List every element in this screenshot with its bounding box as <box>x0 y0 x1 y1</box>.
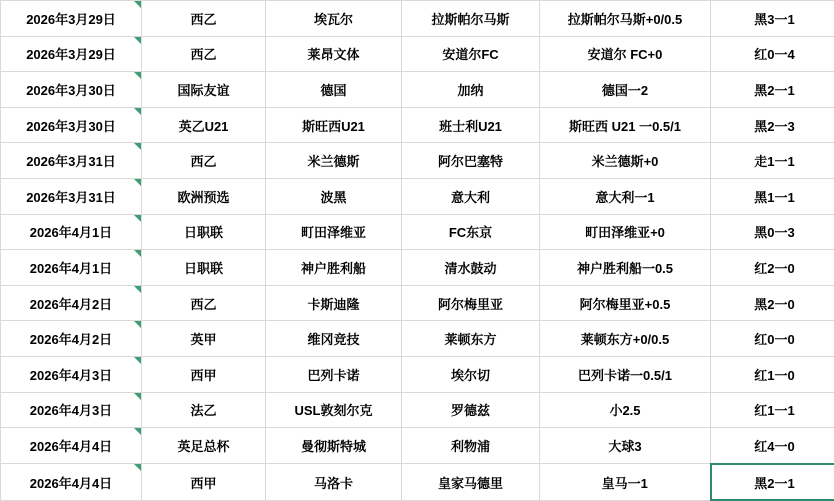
cell-result: 黑2一3 <box>711 107 834 143</box>
cell-result: 红0一0 <box>711 321 834 357</box>
table-row <box>1 36 834 72</box>
corner-tick-icon <box>134 215 141 222</box>
cell-league: 日职联 <box>142 250 266 286</box>
cell-away-team: 阿尔梅里亚 <box>402 285 540 321</box>
cell-odds: 斯旺西 U21 一0.5/1 <box>540 107 711 143</box>
cell-odds: 大球3 <box>540 428 711 464</box>
cell-date: 2026年4月2日 <box>1 285 142 321</box>
cell-home-team: 卡斯迪隆 <box>266 285 402 321</box>
cell-result: 走1一1 <box>711 143 834 179</box>
cell-odds: 莱顿东方+0/0.5 <box>540 321 711 357</box>
cell-away-team: 意大利 <box>402 178 540 214</box>
corner-tick-icon <box>134 72 141 79</box>
cell-home-team: 巴列卡诺 <box>266 356 402 392</box>
cell-away-team: 拉斯帕尔马斯 <box>402 1 540 37</box>
corner-tick-icon <box>134 357 141 364</box>
table-row <box>1 143 834 179</box>
cell-away-team: 利物浦 <box>402 428 540 464</box>
cell-away-team: 阿尔巴塞特 <box>402 143 540 179</box>
cell-result: 红1一0 <box>711 356 834 392</box>
cell-home-team: 町田泽维亚 <box>266 214 402 250</box>
cell-date: 2026年3月31日 <box>1 178 142 214</box>
table-row <box>1 250 834 286</box>
cell-odds: 德国一2 <box>540 72 711 108</box>
cell-date: 2026年3月30日 <box>1 107 142 143</box>
cell-odds: 小2.5 <box>540 392 711 428</box>
cell-league: 西乙 <box>142 1 266 37</box>
corner-tick-icon <box>134 428 141 435</box>
corner-tick-icon <box>134 143 141 150</box>
cell-date: 2026年4月1日 <box>1 250 142 286</box>
cell-odds: 町田泽维亚+0 <box>540 214 711 250</box>
corner-tick-icon <box>134 286 141 293</box>
cell-away-team: 安道尔FC <box>402 36 540 72</box>
cell-league: 英足总杯 <box>142 428 266 464</box>
cell-result: 红1一1 <box>711 392 834 428</box>
table-row <box>1 321 834 357</box>
cell-date: 2026年4月4日 <box>1 428 142 464</box>
table-row <box>1 107 834 143</box>
cell-odds: 拉斯帕尔马斯+0/0.5 <box>540 1 711 37</box>
cell-date: 2026年4月2日 <box>1 321 142 357</box>
cell-odds: 阿尔梅里亚+0.5 <box>540 285 711 321</box>
corner-tick-icon <box>134 393 141 400</box>
cell-away-team: 加纳 <box>402 72 540 108</box>
cell-result: 黑2一1 <box>711 72 834 108</box>
cell-result: 红4一0 <box>711 428 834 464</box>
cell-home-team: 波黑 <box>266 178 402 214</box>
table-row <box>1 392 834 428</box>
cell-odds: 意大利一1 <box>540 178 711 214</box>
table-row <box>1 285 834 321</box>
cell-home-team: 斯旺西U21 <box>266 107 402 143</box>
cell-home-team: 维冈竞技 <box>266 321 402 357</box>
cell-away-team: FC东京 <box>402 214 540 250</box>
cell-home-team: 米兰德斯 <box>266 143 402 179</box>
cell-away-team: 皇家马德里 <box>402 464 540 501</box>
cell-result: 黑2一1 <box>711 464 834 501</box>
cell-date: 2026年4月4日 <box>1 464 142 501</box>
cell-odds: 巴列卡诺一0.5/1 <box>540 356 711 392</box>
cell-league: 英乙U21 <box>142 107 266 143</box>
cell-away-team: 罗德兹 <box>402 392 540 428</box>
cell-league: 西甲 <box>142 464 266 501</box>
cell-odds: 皇马一1 <box>540 464 711 501</box>
cell-home-team: 神户胜利船 <box>266 250 402 286</box>
corner-tick-icon <box>134 179 141 186</box>
corner-tick-icon <box>134 464 141 471</box>
table-body <box>1 1 834 501</box>
cell-result: 黑0一3 <box>711 214 834 250</box>
cell-away-team: 埃尔切 <box>402 356 540 392</box>
cell-date: 2026年3月30日 <box>1 72 142 108</box>
corner-tick-icon <box>134 37 141 44</box>
corner-tick-icon <box>134 1 141 8</box>
cell-league: 英甲 <box>142 321 266 357</box>
cell-date: 2026年4月3日 <box>1 392 142 428</box>
cell-home-team: 德国 <box>266 72 402 108</box>
cell-result: 黑3一1 <box>711 1 834 37</box>
cell-odds: 神户胜利船一0.5 <box>540 250 711 286</box>
cell-result: 红0一4 <box>711 36 834 72</box>
cell-date: 2026年3月29日 <box>1 1 142 37</box>
cell-odds: 安道尔 FC+0 <box>540 36 711 72</box>
cell-date: 2026年3月31日 <box>1 143 142 179</box>
cell-home-team: 曼彻斯特城 <box>266 428 402 464</box>
cell-home-team: USL敦刻尔克 <box>266 392 402 428</box>
cell-league: 法乙 <box>142 392 266 428</box>
table-row <box>1 214 834 250</box>
table-row <box>1 428 834 464</box>
cell-league: 西乙 <box>142 285 266 321</box>
table-row <box>1 356 834 392</box>
cell-date: 2026年4月3日 <box>1 356 142 392</box>
table-row <box>1 1 834 37</box>
cell-home-team: 埃瓦尔 <box>266 1 402 37</box>
corner-tick-icon <box>134 250 141 257</box>
table-row <box>1 72 834 108</box>
cell-league: 西乙 <box>142 36 266 72</box>
cell-league: 欧洲预选 <box>142 178 266 214</box>
cell-home-team: 莱昂文体 <box>266 36 402 72</box>
cell-result: 红2一0 <box>711 250 834 286</box>
cell-away-team: 班士利U21 <box>402 107 540 143</box>
cell-result: 黑1一1 <box>711 178 834 214</box>
cell-home-team: 马洛卡 <box>266 464 402 501</box>
cell-odds: 米兰德斯+0 <box>540 143 711 179</box>
cell-away-team: 莱顿东方 <box>402 321 540 357</box>
cell-league: 西甲 <box>142 356 266 392</box>
cell-date: 2026年4月1日 <box>1 214 142 250</box>
cell-league: 日职联 <box>142 214 266 250</box>
corner-tick-icon <box>134 321 141 328</box>
cell-result: 黑2一0 <box>711 285 834 321</box>
table-row <box>1 178 834 214</box>
cell-date: 2026年3月29日 <box>1 36 142 72</box>
cell-away-team: 清水鼓动 <box>402 250 540 286</box>
cell-league: 国际友谊 <box>142 72 266 108</box>
table-row <box>1 464 834 501</box>
corner-tick-icon <box>134 108 141 115</box>
cell-league: 西乙 <box>142 143 266 179</box>
